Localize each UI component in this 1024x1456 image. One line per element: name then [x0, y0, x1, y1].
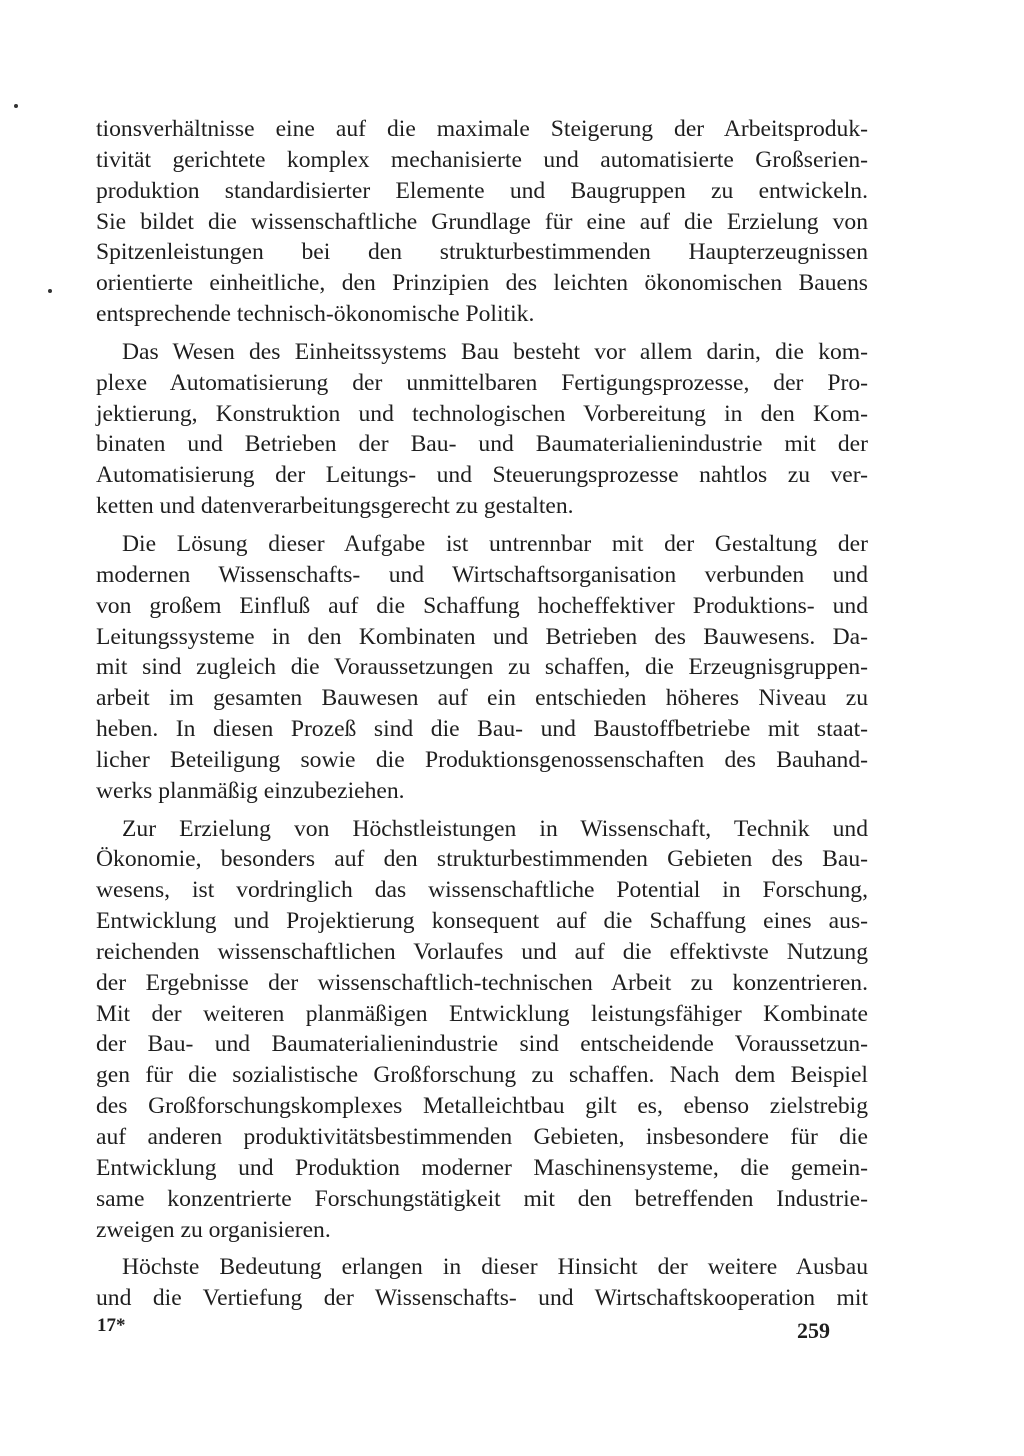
text-line: werks planmäßig einzubeziehen. [96, 777, 405, 804]
text-line: Zur Erzielung von Höchstleistungen in Wissenschaft, Technik und [122, 815, 868, 842]
margin-mark [14, 104, 18, 108]
text-line: wesens, ist vordringlich das wissenschaftliche Potential in Forschung, [96, 877, 868, 904]
text-line: entsprechende technisch-ökonomische Politik. [96, 301, 535, 328]
text-line: und die Vertiefung der Wissenschafts- und Wirtschaftskooperation mit [96, 1285, 868, 1312]
text-line: modernen Wissenschafts- und Wirtschaftsorganisation verbunden und [96, 561, 868, 588]
page-number: 259 [797, 1318, 830, 1343]
text-line: jektierung, Konstruktion und technologischen Vorbereitung in den Kom- [96, 400, 868, 427]
text-line: zweigen zu organisieren. [96, 1216, 331, 1243]
text-line: auf anderen produktivitätsbestimmenden Gebieten, insbesondere für die [96, 1124, 868, 1150]
body-text [96, 114, 868, 1314]
text-line: licher Beteiligung sowie die Produktionsgenossenschaften des Bauhand- [96, 746, 868, 773]
text-line: Das Wesen des Einheitssystems Bau besteht vor allem darin, die kom- [122, 338, 868, 365]
text-line: Entwicklung und Produktion moderner Maschinensysteme, die gemein- [96, 1154, 868, 1181]
text-line: mit sind zugleich die Voraussetzungen zu schaffen, die Erzeugnisgruppen- [96, 654, 868, 681]
paragraph [96, 337, 868, 522]
paragraph [96, 814, 868, 1246]
paragraph [96, 529, 868, 807]
text-line: von großem Einfluß auf die Schaffung hocheffektiver Produktions- und [96, 592, 868, 619]
text-line: reichenden wissenschaftlichen Vorlaufes und auf die effektivste Nutzung [96, 938, 868, 965]
text-line: Mit der weiteren planmäßigen Entwicklung leistungsfähiger Kombinate [96, 1000, 868, 1027]
paragraph [96, 114, 868, 330]
paragraph-gap [96, 1245, 868, 1252]
text-line: binaten und Betrieben der Bau- und Baumaterialienindustrie mit der [96, 431, 868, 458]
text-line: same konzentrierte Forschungstätigkeit mit den betreffenden Industrie- [96, 1185, 868, 1212]
signature-mark: 17* [97, 1315, 126, 1336]
text-line: der Ergebnisse der wissenschaftlich-technischen Arbeit zu konzentrieren. [96, 969, 868, 996]
text-line: plexe Automatisierung der unmittelbaren Fertigungsprozesse, der Pro- [96, 369, 868, 396]
text-line: Ökonomie, besonders auf den strukturbestimmenden Gebieten des Bau- [96, 846, 868, 873]
text-line: Höchste Bedeutung erlangen in dieser Hinsicht der weitere Ausbau [122, 1254, 868, 1281]
text-line: Spitzenleistungen bei den strukturbestimmenden Haupterzeugnissen [96, 239, 868, 266]
text-line: Automatisierung der Leitungs- und Steuerungsprozesse nahtlos zu ver- [96, 462, 868, 489]
paragraph-gap [96, 807, 868, 814]
text-line: produktion standardisierter Elemente und Baugruppen zu entwickeln. [96, 177, 868, 204]
text-line: tionsverhältnisse eine auf die maximale Steigerung der Arbeitsproduk- [96, 116, 868, 142]
text-line: Die Lösung dieser Aufgabe ist untrennbar mit der Gestaltung der [122, 530, 868, 557]
text-line: arbeit im gesamten Bauwesen auf ein entschieden höheres Niveau zu [96, 685, 868, 712]
paragraph-gap [96, 522, 868, 529]
paragraph-gap [96, 330, 868, 337]
text-line: orientierte einheitliche, den Prinzipien des leichten ökonomischen Bauens [96, 270, 868, 297]
text-line: Leitungssysteme in den Kombinaten und Betrieben des Bauwesens. Da- [96, 623, 868, 650]
text-line: Sie bildet die wissenschaftliche Grundlage für eine auf die Erzielung von [96, 208, 868, 235]
text-line: tivität gerichtete komplex mechanisierte und automatisierte Großserien- [96, 146, 868, 173]
text-line: Entwicklung und Projektierung konsequent auf die Schaffung eines aus- [96, 908, 868, 935]
text-line: heben. In diesen Prozeß sind die Bau- und Baustoffbetriebe mit staat- [96, 716, 868, 743]
paragraph [96, 1252, 868, 1314]
margin-mark [48, 289, 52, 293]
text-line: ketten und datenverarbeitungsgerecht zu gestalten. [96, 493, 574, 520]
text-line: der Bau- und Baumaterialienindustrie sind entscheidende Voraussetzun- [96, 1031, 868, 1058]
text-line: des Großforschungskomplexes Metalleichtbau gilt es, ebenso zielstrebig [96, 1093, 868, 1120]
text-line: gen für die sozialistische Großforschung zu schaffen. Nach dem Beispiel [96, 1062, 868, 1089]
